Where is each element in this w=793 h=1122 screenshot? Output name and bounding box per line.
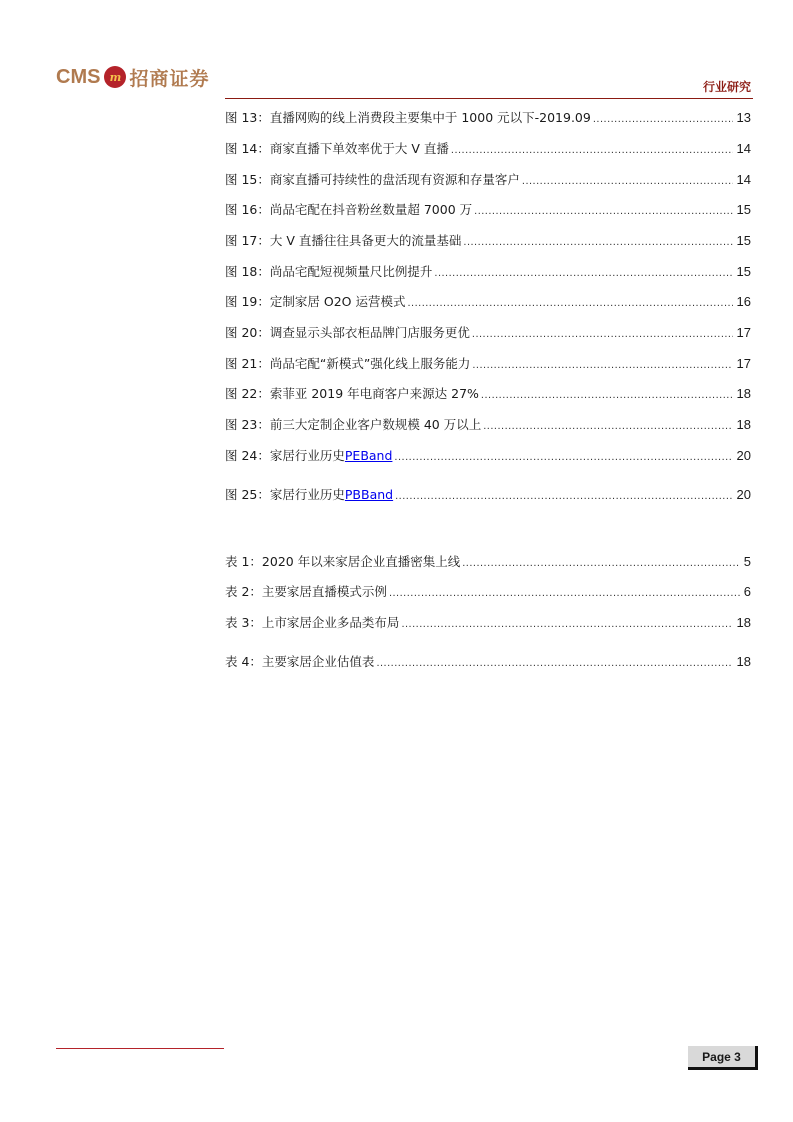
toc-entry[interactable] xyxy=(225,552,751,570)
toc-entry-page: 20 xyxy=(736,487,751,502)
toc-entry[interactable] xyxy=(225,613,751,631)
toc-entry-page: 6 xyxy=(743,584,751,599)
toc-entry-page: 20 xyxy=(736,448,751,463)
toc-entry-page: 15 xyxy=(736,202,751,217)
toc-entry[interactable] xyxy=(225,652,751,670)
logo-emblem-letter: m xyxy=(109,70,122,84)
toc-entry[interactable] xyxy=(225,415,751,433)
peband-link[interactable]: PEBand xyxy=(344,448,393,463)
toc-entry-label: 表 2：主要家居直播模式示例 xyxy=(225,584,387,599)
toc-leader xyxy=(522,175,733,187)
toc-entry-label: 图 24：家居行业历史 xyxy=(225,448,345,463)
toc-leader xyxy=(483,420,732,432)
toc-entry-label: 图 15：商家直播可持续性的盘活现有资源和存量客户 xyxy=(225,172,520,187)
toc-leader xyxy=(394,451,732,463)
company-logo xyxy=(56,62,209,92)
toc-leader xyxy=(472,359,732,371)
toc-leader xyxy=(481,389,733,401)
section-label: 行业研究 xyxy=(702,80,751,94)
toc-leader xyxy=(407,297,732,309)
toc-entry-label: 图 17：大 V 直播往往具备更大的流量基础 xyxy=(225,233,462,248)
toc-entry[interactable] xyxy=(225,200,751,218)
toc-entry[interactable] xyxy=(225,108,751,126)
logo-latin-text: CMS xyxy=(56,65,101,88)
toc-entry[interactable] xyxy=(225,354,751,372)
toc-entry-page: 14 xyxy=(736,141,751,156)
toc-leader xyxy=(376,657,732,669)
toc-entry[interactable] xyxy=(225,323,751,341)
toc-leader xyxy=(474,205,732,217)
toc-entry[interactable] xyxy=(225,582,751,600)
toc-entry-page: 13 xyxy=(736,110,751,125)
toc-entry[interactable] xyxy=(225,170,751,188)
toc-leader xyxy=(462,557,740,569)
toc-entry-label: 图 19：定制家居 O2O 运营模式 xyxy=(225,294,406,309)
toc-entry-page: 18 xyxy=(736,615,751,630)
toc-entry-label: 图 23：前三大定制企业客户数规模 40 万以上 xyxy=(225,417,482,432)
toc-entry-page: 14 xyxy=(736,172,751,187)
toc-entry-label: 表 4：主要家居企业估值表 xyxy=(225,654,375,669)
logo-chinese-text: 招商证券 xyxy=(129,67,210,90)
toc-entry-page: 18 xyxy=(736,654,751,669)
toc-entry-page: 17 xyxy=(736,356,751,371)
toc-leader xyxy=(463,236,732,248)
toc-entry-label: 图 22：索菲亚 2019 年电商客户来源达 27% xyxy=(225,386,479,401)
logo-emblem-icon xyxy=(104,66,126,88)
toc-leader xyxy=(401,618,732,630)
toc-leader xyxy=(472,328,733,340)
toc-entry-page: 18 xyxy=(736,417,751,432)
page-number: Page 3 xyxy=(688,1046,758,1070)
toc-entry-label: 图 21：尚品宅配“新模式”强化线上服务能力 xyxy=(225,356,471,371)
toc-entry-page: 5 xyxy=(743,554,751,569)
toc-entry[interactable] xyxy=(225,139,751,157)
toc-leader xyxy=(389,587,740,599)
toc-entry-page: 15 xyxy=(736,233,751,248)
toc-entry-label: 表 3：上市家居企业多品类布局 xyxy=(225,615,400,630)
toc-entry-label: 图 25：家居行业历史 xyxy=(225,487,345,502)
toc-entry-page: 16 xyxy=(736,294,751,309)
toc-entry-page: 18 xyxy=(736,386,751,401)
toc-entry-label: 表 1：2020 年以来家居企业直播密集上线 xyxy=(225,554,461,569)
toc-leader xyxy=(451,144,733,156)
toc-entry-label: 图 13：直播网购的线上消费段主要集中于 1000 元以下-2019.09 xyxy=(225,110,591,125)
toc-leader xyxy=(434,267,732,279)
pbband-link[interactable]: PBBand xyxy=(344,487,394,502)
toc-leader xyxy=(395,490,732,502)
toc-leader xyxy=(593,113,733,125)
footer-divider xyxy=(56,1048,224,1049)
header-divider xyxy=(225,98,753,99)
toc-entry[interactable] xyxy=(225,384,751,402)
toc-entry[interactable] xyxy=(225,446,751,464)
toc-entry-label: 图 16：尚品宅配在抖音粉丝数量超 7000 万 xyxy=(225,202,473,217)
toc-entry-page: 15 xyxy=(736,264,751,279)
toc-entry-label: 图 20：调查显示头部衣柜品牌门店服务更优 xyxy=(225,325,470,340)
toc-entry-label: 图 18：尚品宅配短视频量尺比例提升 xyxy=(225,264,433,279)
toc-entry[interactable] xyxy=(225,262,751,280)
toc-entry[interactable] xyxy=(225,292,751,310)
toc-entry[interactable] xyxy=(225,231,751,249)
toc-entry-label: 图 14：商家直播下单效率优于大 V 直播 xyxy=(225,141,449,156)
toc-entry[interactable] xyxy=(225,485,751,503)
toc-entry-page: 17 xyxy=(736,325,751,340)
